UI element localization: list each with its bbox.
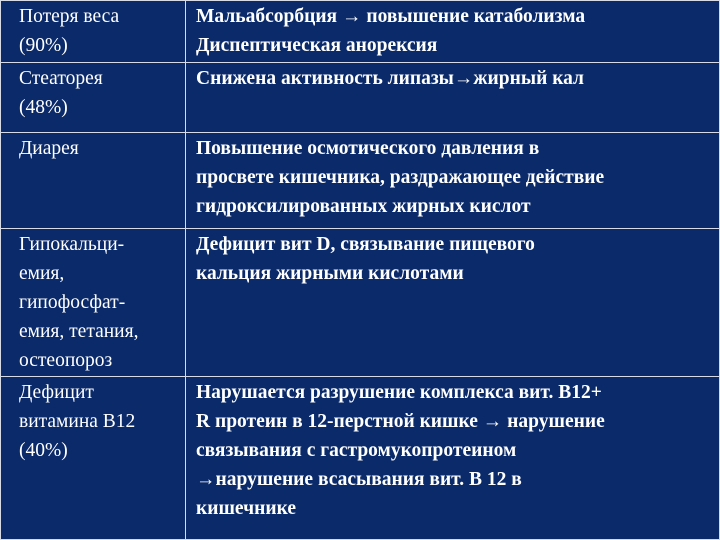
mechanism-cell: Нарушается разрушение комплекса вит. В12+ R протеин в 12-перстной кишке → нарушение связывания с гастромукопротеином →нарушение всасывания вит. В 12 в кишечнике xyxy=(186,377,720,540)
symptom-cell: Диарея xyxy=(1,133,186,229)
mechanism-cell: Дефицит вит D, связывание пищевого кальция жирными кислотами xyxy=(186,229,720,377)
table-row xyxy=(1,229,720,377)
table-row xyxy=(1,1,720,63)
symptom-cell: Гипокальци- емия, гипофосфат- емия, тетания, остеопороз xyxy=(1,229,186,377)
mechanism-cell: Мальабсорбция → повышение катаболизма Диспептическая анорексия xyxy=(186,1,720,63)
mechanism-cell: Снижена активность липазы→жирный кал xyxy=(186,63,720,133)
table-row xyxy=(1,377,720,540)
symptom-cell: Потеря веса (90%) xyxy=(1,1,186,63)
table-row xyxy=(1,133,720,229)
symptom-cell: Стеаторея (48%) xyxy=(1,63,186,133)
symptom-cell: Дефицит витамина В12 (40%) xyxy=(1,377,186,540)
mechanism-cell: Повышение осмотического давления в просвете кишечника, раздражающее действие гидроксилированных жирных кислот xyxy=(186,133,720,229)
table-row xyxy=(1,63,720,133)
